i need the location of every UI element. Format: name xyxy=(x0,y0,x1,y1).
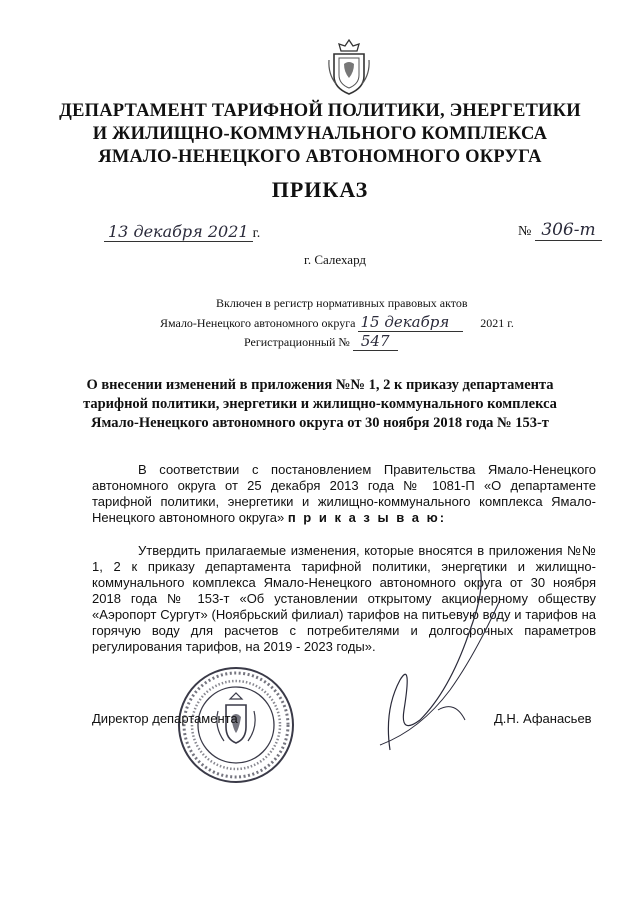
operative-text: Утвердить прилагаемые изменения, которые вносятся в приложения №№ 1, 2 к приказу департамента тарифной политики, энергетики и жилищно-коммунального комплекса Ямало-Ненецкого автономного округа от 30 ноября 2018 года № 153-т «Об установлении открытому акционерному обществу «Аэропорт Сургут» (Ноябрьский филиал) тарифов на питьевую воду и тарифов на горячую воду для расчетов с потребителями и долгосрочных параметров регулирования тарифов, на 2019 - 2023 годы». xyxy=(92,543,596,654)
order-date xyxy=(104,222,260,242)
department-line-2: И ЖИЛИЩНО-КОММУНАЛЬНОГО КОМПЛЕКСА xyxy=(92,124,548,144)
subject-line-3: Ямало-Ненецкого автономного округа от 30 ноября 2018 года № 153-т xyxy=(91,415,549,431)
order-number-handwritten: 306-т xyxy=(535,220,601,241)
order-date-handwritten: 13 декабря 2021 xyxy=(104,222,253,242)
city: г. Салехард xyxy=(303,252,367,267)
registry-line-1: Включен в регистр нормативных правовых актов xyxy=(216,296,468,310)
order-number xyxy=(518,220,602,241)
registry-number-handwritten: 547 xyxy=(353,332,398,351)
registry-region: Ямало-Ненецкого автономного округа xyxy=(160,316,356,330)
signatory-position: Директор департамента xyxy=(92,711,238,726)
registry-line-2 xyxy=(160,313,540,332)
preamble-paragraph xyxy=(92,462,596,526)
order-date-suffix: г. xyxy=(252,226,261,241)
signatory-name: Д.Н. Афанасьев xyxy=(494,711,592,726)
subject-line-2: тарифной политики, энергетики и жилищно-коммунального комплекса xyxy=(83,396,557,412)
department-line-1: ДЕПАРТАМЕНТ ТАРИФНОЙ ПОЛИТИКИ, ЭНЕРГЕТИКИ xyxy=(59,101,581,121)
handwritten-signature xyxy=(360,560,540,760)
coat-of-arms-emblem xyxy=(326,38,372,96)
department-name xyxy=(0,100,640,169)
preamble-text: В соответствии с постановлением Правительства Ямало-Ненецкого автономного округа от 25 декабря 2013 года № 1081-П «О департаменте тарифной политики, энергетики и жилищно-коммунального комплекса Ямало-Ненецкого автономного округа» xyxy=(92,462,596,525)
document-type: ПРИКАЗ xyxy=(271,177,369,202)
department-line-3: ЯМАЛО-НЕНЕЦКОГО АВТОНОМНОГО ОКРУГА xyxy=(98,147,542,167)
registry-line-3 xyxy=(160,332,540,351)
order-verb: п р и к а з ы в а ю: xyxy=(287,510,447,525)
registry-year: 2021 г. xyxy=(480,316,514,330)
registry-block xyxy=(160,296,540,351)
subject-line-1: О внесении изменений в приложения №№ 1, 2 к приказу департамента xyxy=(86,377,554,393)
order-subject xyxy=(0,376,640,433)
registry-date-handwritten: 15 декабря xyxy=(358,313,463,332)
registry-number-label: Регистрационный № xyxy=(244,335,350,349)
order-number-prefix: № xyxy=(518,224,532,239)
